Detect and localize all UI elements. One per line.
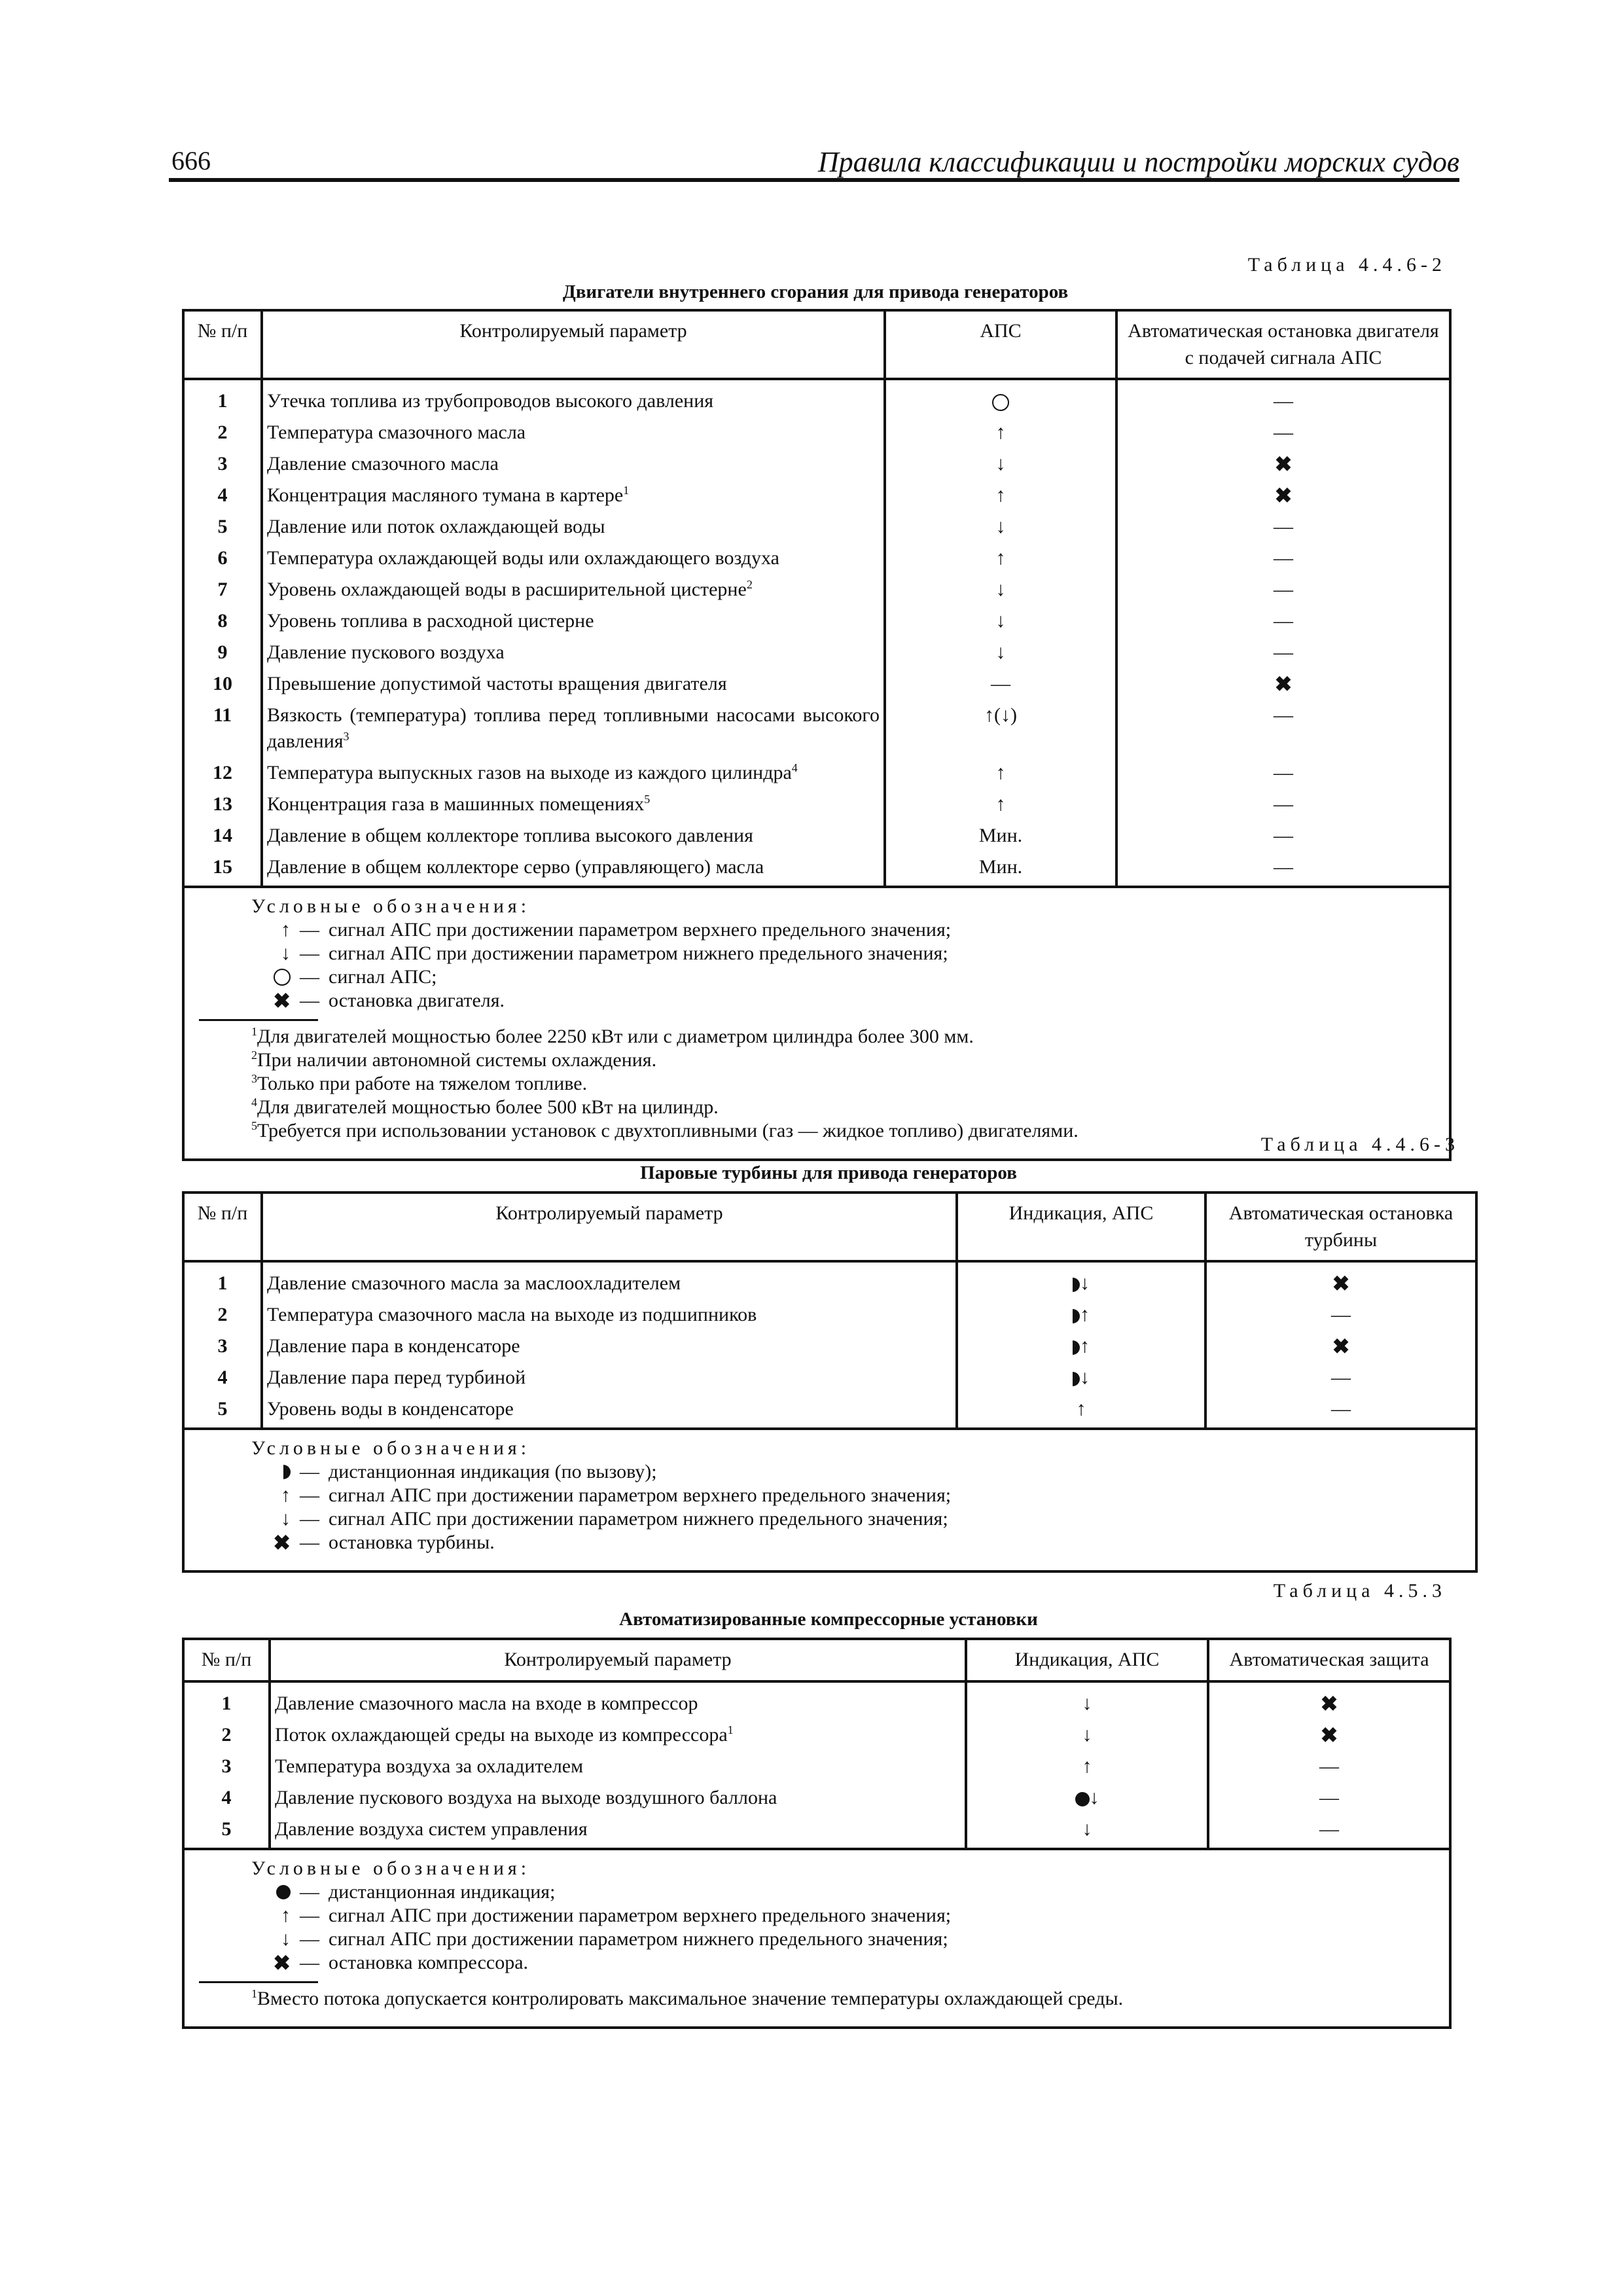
- param-cell: [262, 605, 885, 637]
- row-number: 4: [183, 480, 262, 511]
- col-header-aps: АПС: [885, 310, 1116, 379]
- cross-icon: ✖: [1116, 668, 1450, 700]
- param-text: Вязкость (температура) топлива перед топливными насосами высокого давления: [267, 704, 880, 752]
- table-row: [183, 820, 1450, 852]
- stop-cell: —: [1116, 511, 1450, 543]
- filled-circle-icon: [185, 1885, 291, 1899]
- row-number: 2: [183, 1299, 262, 1331]
- param-text: Температура выпускных газов на выходе из каждого цилиндра: [267, 762, 792, 783]
- stop-cell: —: [1116, 417, 1450, 448]
- col-header-protection: Автоматическая защита: [1208, 1639, 1450, 1681]
- param-cell: [262, 820, 885, 852]
- col-header-indication: Индикация, АПС: [966, 1639, 1208, 1681]
- legend-text: остановка двигателя.: [329, 990, 505, 1011]
- stop-cell: —: [1116, 852, 1450, 887]
- param-cell: [262, 700, 885, 757]
- indication-cell: ↓: [966, 1814, 1208, 1849]
- table-row: [183, 574, 1450, 605]
- table-row: [183, 448, 1450, 480]
- legend-text: сигнал АПС;: [329, 966, 437, 988]
- up-arrow-icon: ↑: [281, 1904, 291, 1926]
- table-row: [183, 543, 1450, 574]
- half-circle-icon: [1073, 1309, 1080, 1323]
- col-header-stop: Автоматическая остановка турбины: [1205, 1193, 1476, 1261]
- aps-cell: ↑: [885, 789, 1116, 820]
- table1: [182, 309, 1452, 1161]
- up-arrow-icon: ↑: [1080, 1335, 1090, 1357]
- table-row: [183, 1782, 1450, 1814]
- up-arrow-icon: ↑: [281, 1484, 291, 1506]
- indication-cell: ↓: [966, 1681, 1208, 1719]
- table2-body: [183, 1261, 1476, 1429]
- param-cell: [270, 1782, 966, 1814]
- stop-cell: —: [1116, 605, 1450, 637]
- legend-item: ↓ — сигнал АПС при достижении параметром нижнего предельного значения;: [185, 1928, 1449, 1951]
- cross-icon: ✖: [273, 1950, 291, 1975]
- param-cell: [262, 480, 885, 511]
- legend-text: остановка турбины.: [329, 1532, 495, 1553]
- aps-cell: [885, 379, 1116, 417]
- footnote-ref: 1: [727, 1723, 734, 1736]
- table1-caption: Таблица 4.4.6-2: [1247, 254, 1446, 276]
- footnote: $^4$Для двигателей мощностью более 500 кВт на цилиндр.: [251, 1096, 719, 1118]
- param-text: Температура смазочного масла: [267, 422, 526, 443]
- footnote-ref: 2: [746, 578, 753, 591]
- row-number: 2: [183, 1719, 270, 1751]
- down-arrow-icon: ↓: [281, 1928, 291, 1950]
- legend-text: сигнал АПС при достижении параметром верхнего предельного значения;: [329, 919, 952, 941]
- row-number: 9: [183, 637, 262, 668]
- legend-title: Условные обозначения:: [251, 895, 531, 917]
- footnote: $^5$Требуется при использовании установок с двухтопливными (газ — жидкое топливо) двигателями.: [251, 1119, 1079, 1141]
- half-circle-icon: [185, 1465, 291, 1479]
- aps-cell: ↓: [885, 448, 1116, 480]
- cross-icon: ✖: [273, 989, 291, 1013]
- cross-icon: ✖: [1116, 448, 1450, 480]
- param-cell: [262, 574, 885, 605]
- param-text: Давление или поток охлаждающей воды: [267, 516, 605, 537]
- up-arrow-icon: ↑: [1080, 1304, 1090, 1325]
- row-number: 15: [183, 852, 262, 887]
- indication-cell: [957, 1261, 1205, 1299]
- table3-notes: [183, 1849, 1450, 2028]
- stop-cell: —: [1116, 574, 1450, 605]
- param-cell: [270, 1681, 966, 1719]
- row-number: 5: [183, 1814, 270, 1849]
- row-number: 13: [183, 789, 262, 820]
- indication-cell: ↓: [966, 1719, 1208, 1751]
- table-row: [183, 1719, 1450, 1751]
- indication-cell: [957, 1299, 1205, 1331]
- aps-cell: ↑(↓): [885, 700, 1116, 757]
- aps-cell: Мин.: [885, 820, 1116, 852]
- footnote-ref: 1: [623, 484, 630, 497]
- param-text: Превышение допустимой частоты вращения двигателя: [267, 673, 727, 694]
- cross-icon: ✖: [1205, 1331, 1476, 1362]
- table-row: [183, 1814, 1450, 1849]
- legend-text: сигнал АПС при достижении параметром верхнего предельного значения;: [329, 1484, 952, 1506]
- indication-cell: ↑: [966, 1751, 1208, 1782]
- table-row: [183, 852, 1450, 887]
- col-header-param: Контролируемый параметр: [270, 1639, 966, 1681]
- aps-cell: ↑: [885, 480, 1116, 511]
- footnote: $^1$Для двигателей мощностью более 2250 кВт или с диаметром цилиндра более 300 мм.: [251, 1025, 974, 1047]
- cross-icon: ✖: [273, 1531, 291, 1554]
- cross-icon: ✖: [1205, 1261, 1476, 1299]
- row-number: 10: [183, 668, 262, 700]
- param-text: Давление в общем коллекторе топлива высокого давления: [267, 825, 753, 846]
- row-number: 4: [183, 1782, 270, 1814]
- legend-text: дистанционная индикация;: [329, 1880, 556, 1903]
- table-row: [183, 1393, 1476, 1429]
- header-rule: [169, 178, 1459, 182]
- legend-item: — дистанционная индикация (по вызову);: [185, 1460, 1475, 1484]
- legend-item: ✖ — остановка двигателя.: [185, 989, 1449, 1013]
- param-cell: [262, 511, 885, 543]
- half-circle-icon: [1073, 1278, 1080, 1292]
- row-number: 4: [183, 1362, 262, 1393]
- col-header-num: № п/п: [183, 1193, 262, 1261]
- table2-notes: [183, 1429, 1476, 1571]
- param-text: Давление пара в конденсаторе: [262, 1331, 957, 1362]
- aps-cell: ↓: [885, 574, 1116, 605]
- footnote-ref: 4: [791, 761, 798, 774]
- stop-cell: —: [1116, 700, 1450, 757]
- col-header-param: Контролируемый параметр: [262, 1193, 957, 1261]
- aps-cell: Мин.: [885, 852, 1116, 887]
- protection-cell: —: [1208, 1814, 1450, 1849]
- table2-title: Паровые турбины для привода генераторов: [640, 1162, 1017, 1183]
- row-number: 1: [183, 1261, 262, 1299]
- col-header-param: Контролируемый параметр: [262, 310, 885, 379]
- row-number: 1: [183, 1681, 270, 1719]
- legend-text: сигнал АПС при достижении параметром нижнего предельного значения;: [329, 1928, 948, 1950]
- row-number: 14: [183, 820, 262, 852]
- param-text: Утечка топлива из трубопроводов высокого давления: [267, 390, 714, 412]
- footnote-rule: [199, 1019, 318, 1021]
- table-row: [183, 379, 1450, 417]
- indication-cell: [957, 1331, 1205, 1362]
- cross-icon: ✖: [1116, 480, 1450, 511]
- legend-text: сигнал АПС при достижении параметром нижнего предельного значения;: [329, 942, 948, 964]
- param-cell: [262, 789, 885, 820]
- table2: [182, 1191, 1478, 1573]
- table-row: [183, 1261, 1476, 1299]
- up-arrow-icon: ↑: [281, 919, 291, 941]
- stop-cell: —: [1116, 637, 1450, 668]
- running-title: Правила классификации и постройки морских судов: [817, 146, 1459, 178]
- col-header-num: № п/п: [183, 310, 262, 379]
- indication-cell: [966, 1782, 1208, 1814]
- table2-caption: Таблица 4.4.6-3: [1260, 1134, 1459, 1155]
- row-number: 2: [183, 417, 262, 448]
- table-row: [183, 480, 1450, 511]
- aps-cell: ↓: [885, 605, 1116, 637]
- circle-icon: [992, 394, 1009, 411]
- stop-cell: —: [1116, 757, 1450, 789]
- aps-cell: ↑: [885, 543, 1116, 574]
- aps-cell: ↓: [885, 511, 1116, 543]
- row-number: 1: [183, 379, 262, 417]
- param-cell: [270, 1814, 966, 1849]
- row-number: 3: [183, 1331, 262, 1362]
- legend-item: ↑ — сигнал АПС при достижении параметром верхнего предельного значения;: [185, 1904, 1449, 1928]
- param-text: Давление смазочного масла на входе в компрессор: [275, 1692, 698, 1714]
- param-text: Давление воздуха систем управления: [275, 1818, 588, 1840]
- down-arrow-icon: ↓: [281, 942, 291, 964]
- protection-cell: —: [1208, 1782, 1450, 1814]
- indication-cell: ↑: [957, 1393, 1205, 1429]
- filled-circle-icon: [1075, 1792, 1090, 1806]
- stop-cell: —: [1116, 789, 1450, 820]
- legend-title: Условные обозначения:: [251, 1857, 531, 1879]
- table1-title: Двигатели внутреннего сгорания для привода генераторов: [562, 281, 1069, 302]
- param-text: Поток охлаждающей среды на выходе из компрессора: [275, 1723, 728, 1746]
- row-number: 11: [183, 700, 262, 757]
- table-row: [183, 417, 1450, 448]
- down-arrow-icon: ↓: [1080, 1272, 1090, 1294]
- legend-title: Условные обозначения:: [251, 1437, 531, 1459]
- aps-cell: —: [885, 668, 1116, 700]
- table-row: [183, 789, 1450, 820]
- param-text: Давление пускового воздуха на выходе воздушного баллона: [275, 1786, 777, 1808]
- param-text: Давление смазочного масла: [267, 453, 499, 475]
- param-cell: [262, 757, 885, 789]
- legend-item: ✖ — остановка компрессора.: [185, 1951, 1449, 1975]
- row-number: 6: [183, 543, 262, 574]
- param-cell: [262, 668, 885, 700]
- table1-body: [183, 379, 1450, 887]
- legend-item: ↑ — сигнал АПС при достижении параметром верхнего предельного значения;: [185, 1484, 1475, 1507]
- aps-cell: ↓: [885, 637, 1116, 668]
- aps-cell: ↑: [885, 757, 1116, 789]
- param-cell: [262, 379, 885, 417]
- param-text: Температура охлаждающей воды или охлаждающего воздуха: [267, 547, 779, 569]
- table3-caption: Таблица 4.5.3: [1273, 1580, 1446, 1602]
- footnote-rule: [199, 1981, 318, 1983]
- param-text: Уровень воды в конденсаторе: [262, 1393, 957, 1429]
- col-header-indication: Индикация, АПС: [957, 1193, 1205, 1261]
- param-cell: [262, 543, 885, 574]
- param-cell: [270, 1719, 966, 1751]
- legend-text: сигнал АПС при достижении параметром верхнего предельного значения;: [329, 1904, 952, 1926]
- table-row: [183, 637, 1450, 668]
- legend-item: ↓ — сигнал АПС при достижении параметром нижнего предельного значения;: [185, 942, 1449, 965]
- row-number: 8: [183, 605, 262, 637]
- table1-notes: [183, 887, 1450, 1160]
- legend-item: ✖ — остановка турбины.: [185, 1531, 1475, 1554]
- table-row: [183, 668, 1450, 700]
- table-row: [183, 1751, 1450, 1782]
- legend-text: остановка компрессора.: [329, 1951, 529, 1973]
- legend-item: — дистанционная индикация;: [185, 1880, 1449, 1904]
- param-text: Давление в общем коллекторе серво (управляющего) масла: [267, 856, 764, 878]
- footnote: $^1$Вместо потока допускается контролировать максимальное значение температуры охлаждающей среды.: [251, 1986, 1124, 2009]
- footnote: $^3$Только при работе на тяжелом топливе.: [251, 1072, 588, 1094]
- cross-icon: ✖: [1208, 1681, 1450, 1719]
- down-arrow-icon: ↓: [281, 1508, 291, 1530]
- param-cell: [270, 1751, 966, 1782]
- param-cell: [262, 417, 885, 448]
- row-number: 12: [183, 757, 262, 789]
- legend-item: ↓ — сигнал АПС при достижении параметром нижнего предельного значения;: [185, 1507, 1475, 1531]
- row-number: 7: [183, 574, 262, 605]
- stop-cell: —: [1205, 1299, 1476, 1331]
- legend-item: ↑ — сигнал АПС при достижении параметром верхнего предельного значения;: [185, 918, 1449, 942]
- table-row: [183, 1681, 1450, 1719]
- indication-cell: [957, 1362, 1205, 1393]
- footnote: $^2$При наличии автономной системы охлаждения.: [251, 1049, 657, 1071]
- cross-icon: ✖: [1208, 1719, 1450, 1751]
- param-text: Температура воздуха за охладителем: [275, 1755, 584, 1777]
- legend-text: сигнал АПС при достижении параметром нижнего предельного значения;: [329, 1508, 948, 1530]
- col-header-stop: Автоматическая остановка двигателя с подачей сигнала АПС: [1116, 310, 1450, 379]
- table3-body: [183, 1681, 1450, 1849]
- protection-cell: —: [1208, 1751, 1450, 1782]
- table-row: [183, 1299, 1476, 1331]
- param-text: Уровень топлива в расходной цистерне: [267, 610, 594, 632]
- table-row: [183, 1331, 1476, 1362]
- param-text: Температура смазочного масла на выходе из подшипников: [262, 1299, 957, 1331]
- stop-cell: —: [1205, 1393, 1476, 1429]
- stop-cell: —: [1205, 1362, 1476, 1393]
- half-circle-icon: [1073, 1340, 1080, 1355]
- footnote-ref: 3: [343, 730, 349, 743]
- circle-icon: [185, 969, 291, 986]
- legend-text: дистанционная индикация (по вызову);: [329, 1461, 657, 1482]
- down-arrow-icon: ↓: [1080, 1367, 1090, 1388]
- param-cell: [262, 852, 885, 887]
- param-text: Давление пускового воздуха: [267, 641, 505, 663]
- legend-item: — сигнал АПС;: [185, 965, 1449, 989]
- table-row: [183, 757, 1450, 789]
- param-text: Давление смазочного масла за маслоохладителем: [262, 1261, 957, 1299]
- stop-cell: —: [1116, 543, 1450, 574]
- table-row: [183, 700, 1450, 757]
- table-row: [183, 605, 1450, 637]
- half-circle-icon: [1073, 1372, 1080, 1386]
- param-text: Концентрация масляного тумана в картере: [267, 484, 624, 506]
- param-text: Концентрация газа в машинных помещениях: [267, 793, 645, 815]
- stop-cell: —: [1116, 379, 1450, 417]
- row-number: 3: [183, 1751, 270, 1782]
- footnote-ref: 5: [644, 793, 651, 806]
- aps-cell: ↑: [885, 417, 1116, 448]
- param-cell: [262, 448, 885, 480]
- param-text: Давление пара перед турбиной: [262, 1362, 957, 1393]
- down-arrow-icon: ↓: [1089, 1786, 1099, 1808]
- stop-cell: —: [1116, 820, 1450, 852]
- table-row: [183, 511, 1450, 543]
- param-text: Уровень охлаждающей воды в расширительной цистерне: [267, 579, 747, 600]
- table3-title: Автоматизированные компрессорные установки: [619, 1609, 1038, 1630]
- table3: [182, 1638, 1452, 2029]
- row-number: 3: [183, 448, 262, 480]
- param-cell: [262, 637, 885, 668]
- table-row: [183, 1362, 1476, 1393]
- row-number: 5: [183, 1393, 262, 1429]
- page-number: 666: [171, 146, 211, 175]
- col-header-num: № п/п: [183, 1639, 270, 1681]
- row-number: 5: [183, 511, 262, 543]
